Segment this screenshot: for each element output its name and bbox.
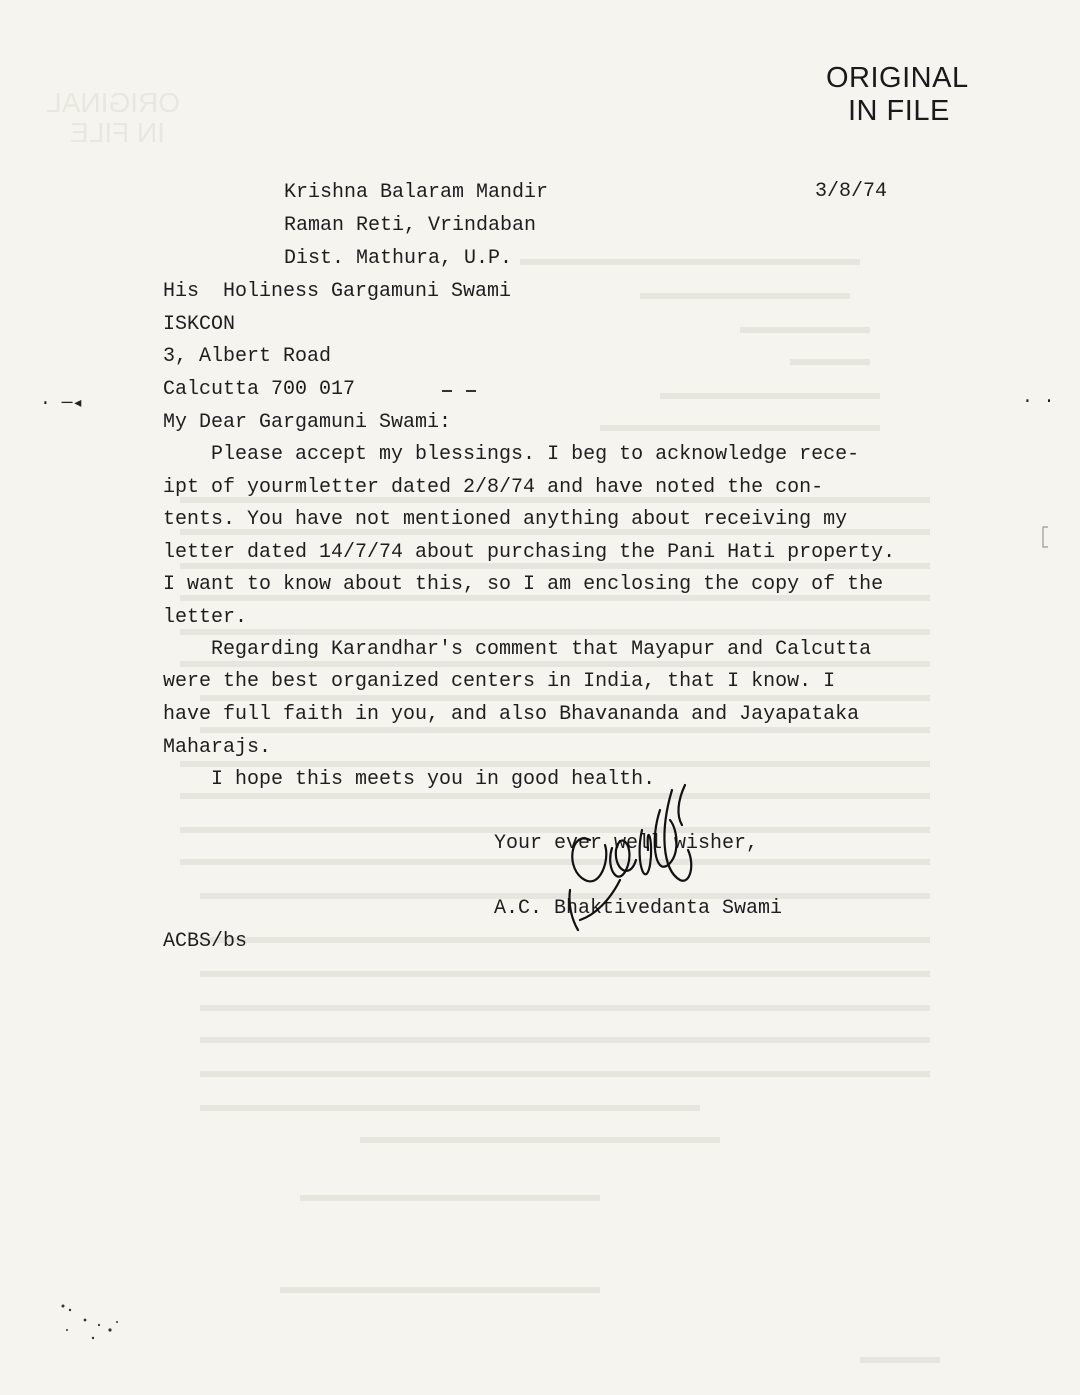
recipient-line-1: His Holiness Gargamuni Swami <box>163 280 512 303</box>
stamp-line-2: IN FILE <box>848 95 950 127</box>
salutation: My Dear Gargamuni Swami: <box>163 411 452 434</box>
body-line-9: have full faith in you, and also Bhavananda and Jayapataka <box>163 703 860 726</box>
svg-text:IN FILE: IN FILE <box>70 117 165 148</box>
body-line-3: tents. You have not mentioned anything about receiving my <box>163 508 848 531</box>
svg-text:ORIGINAL: ORIGINAL <box>46 87 180 118</box>
signature-name: A.C. Bhaktivedanta Swami <box>494 897 783 920</box>
body-line-4: letter dated 14/7/74 about purchasing the Pani Hati property. <box>163 541 896 564</box>
reference-initials: ACBS/bs <box>163 930 248 953</box>
body-line-8: were the best organized centers in India, that I know. I <box>163 670 836 693</box>
recipient-line-4: Calcutta 700 017 <box>163 378 356 401</box>
body-line-1: Please accept my blessings. I beg to acknowledge rece- <box>163 443 860 466</box>
margin-mark-right: · · <box>1022 392 1055 412</box>
margin-mark-left: · ─◂ <box>40 394 84 414</box>
margin-bracket <box>1040 525 1050 549</box>
sender-address-line-1: Krishna Balaram Mandir <box>284 181 549 204</box>
body-line-5: I want to know about this, so I am enclosing the copy of the <box>163 573 884 596</box>
body-line-11: I hope this meets you in good health. <box>163 768 656 791</box>
paper-specks <box>55 1300 135 1345</box>
recipient-line-3: 3, Albert Road <box>163 345 332 368</box>
underline-mark <box>440 385 480 397</box>
closing: Your ever well wisher, <box>494 832 759 855</box>
sender-address-line-2: Raman Reti, Vrindaban <box>284 214 537 237</box>
recipient-line-2: ISKCON <box>163 313 236 336</box>
body-line-10: Maharajs. <box>163 736 272 759</box>
letter-date: 3/8/74 <box>815 180 888 203</box>
body-line-2: ipt of yourmletter dated 2/8/74 and have noted the con- <box>163 476 824 499</box>
handwritten-signature <box>550 770 730 940</box>
stamp-line-1: ORIGINAL <box>826 62 969 94</box>
body-line-6: letter. <box>163 606 248 629</box>
sender-address-line-3: Dist. Mathura, U.P. <box>284 247 513 270</box>
body-line-7: Regarding Karandhar's comment that Mayapur and Calcutta <box>163 638 872 661</box>
